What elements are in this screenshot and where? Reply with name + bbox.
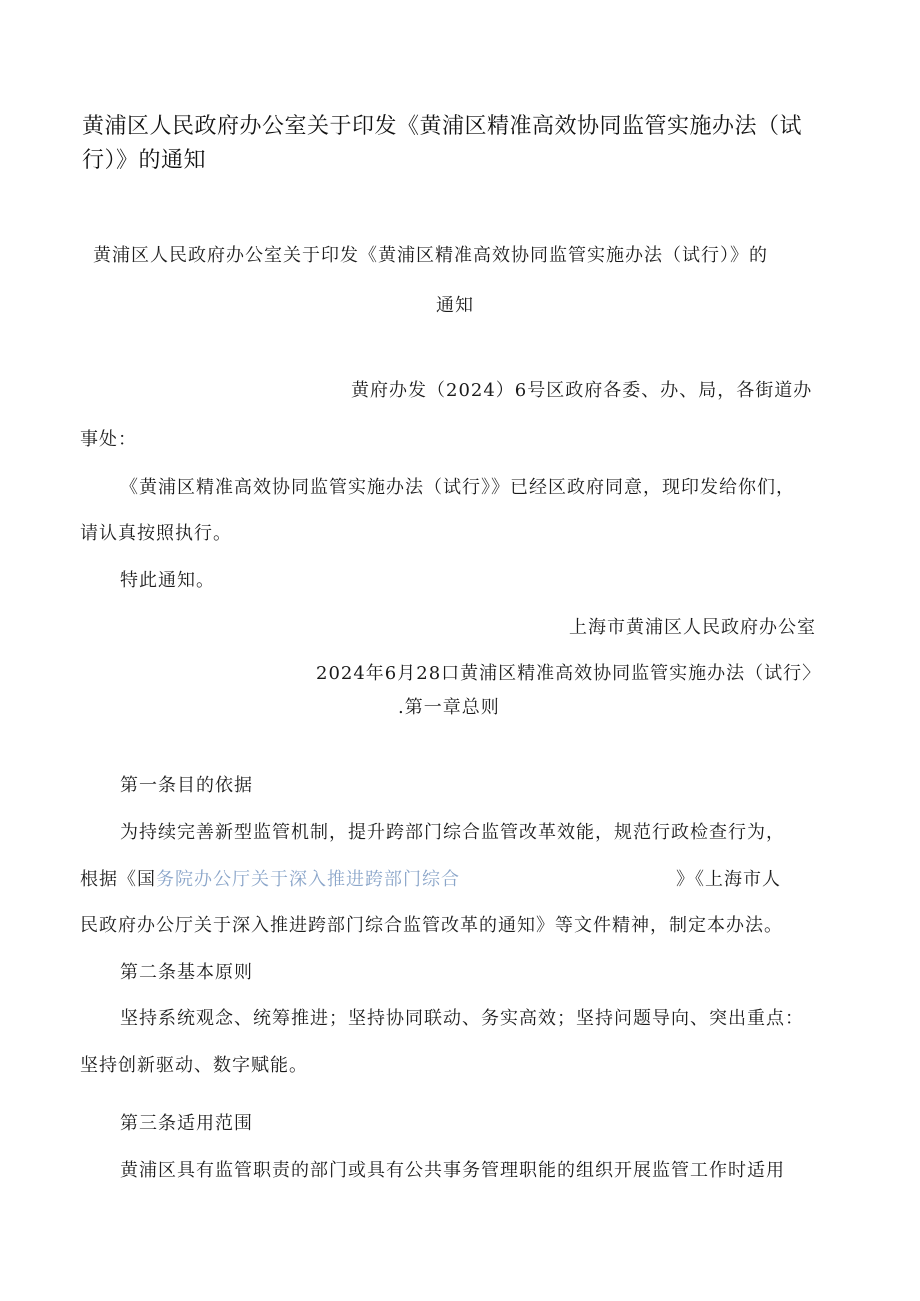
body-paragraph: 《黄浦区精准高效协同监管实施办法（试行》》已经区政府同意，现印发给你们， [120, 477, 795, 498]
article-heading: 第二条基本原则 [120, 962, 253, 983]
article-text [80, 867, 460, 893]
subtitle-line: 通知 [436, 295, 474, 316]
article-text-part: 》《上海市人 [676, 869, 781, 890]
body-paragraph: 请认真按照执行。 [80, 523, 232, 544]
chapter-heading: .第一章总则 [398, 697, 500, 718]
article-heading: 第一条目的依据 [120, 775, 253, 796]
addressee-line: 事处： [80, 429, 137, 450]
article-text: 坚持创新驱动、数字赋能。 [80, 1055, 308, 1076]
document-title: 黄浦区人民政府办公室关于印发《黄浦区精准高效协同监管实施办法（试行）》的通知 [82, 114, 803, 173]
subtitle-line: 黄浦区人民政府办公室关于印发《黄浦区精准高效协同监管实施办法（试行）》的 [93, 245, 768, 266]
article-heading: 第三条适用范围 [120, 1113, 253, 1134]
article-text-part: 根据《国 [80, 869, 156, 890]
signature-date-line: 2024年6月28口黄浦区精准高效协同监管实施办法（试行〉 [316, 663, 822, 684]
article-text: 黄浦区具有监管职责的部门或具有公共事务管理职能的组织开展监管工作时适用 [120, 1160, 785, 1181]
closing-text: 特此通知。 [120, 570, 215, 591]
signature-org: 上海市黄浦区人民政府办公室 [569, 617, 816, 638]
article-text: 坚持系统观念、统筹推进；坚持协同联动、务实高效；坚持问题导向、突出重点： [120, 1008, 804, 1029]
article-text: 为持续完善新型监管机制，提升跨部门综合监管改革效能，规范行政检查行为， [120, 822, 785, 843]
article-text: 民政府办公厅关于深入推进跨部门综合监管改革的通知》等文件精神，制定本办法。 [80, 915, 783, 936]
referenced-document-link[interactable]: 务院办公厅关于深入推进跨部门综合 [156, 869, 460, 890]
document-number: 黄府办发（2024）6号区政府各委、办、局，各街道办 [351, 380, 813, 401]
